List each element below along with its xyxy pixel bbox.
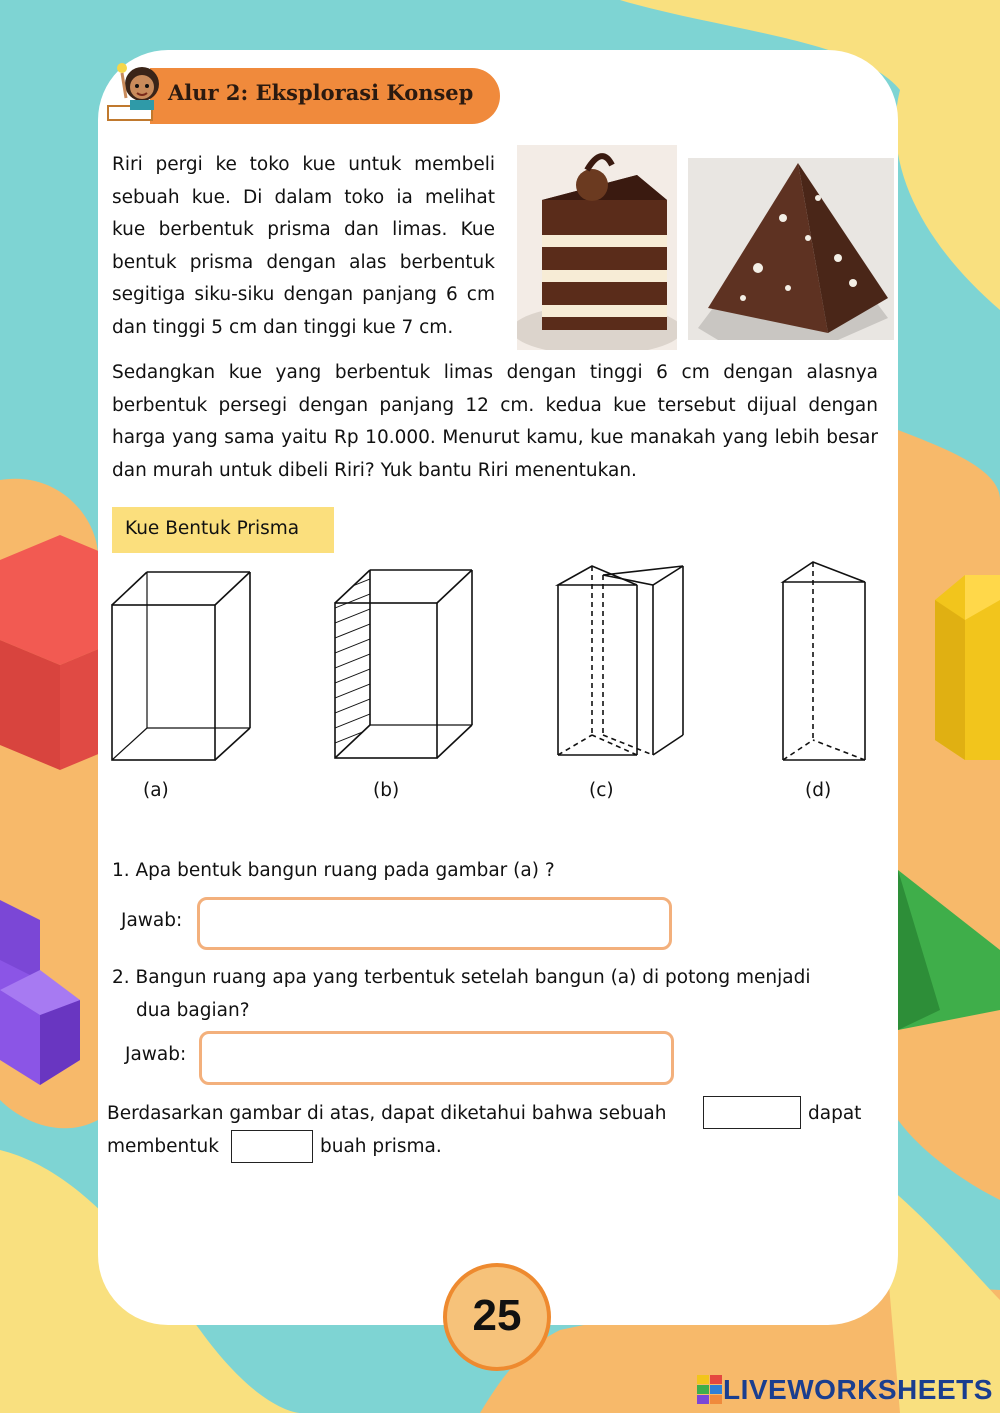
figure-label-c: (c) [589, 780, 614, 801]
figure-b-cut-prism [330, 560, 472, 775]
conclusion-text-1: Berdasarkan gambar di atas, dapat diketahui bahwa sebuah [107, 1103, 667, 1124]
figure-c-split-prisms [558, 566, 683, 755]
figure-label-b: (b) [373, 780, 400, 801]
conclusion-blank-1[interactable] [703, 1096, 801, 1129]
conclusion-blank-2[interactable] [231, 1130, 313, 1163]
question-2-line2: dua bagian? [136, 1000, 250, 1021]
liveworksheets-watermark [697, 1374, 993, 1406]
question-2-line1: 2. Bangun ruang apa yang terbentuk setelah bangun (a) di potong menjadi [112, 967, 811, 988]
figure-d-triangular-prism [783, 562, 865, 760]
page-number-badge [443, 1263, 551, 1371]
figure-label-a: (a) [143, 780, 169, 801]
girl-mascot-icon [102, 58, 174, 130]
question-1: 1. Apa bentuk bangun ruang pada gambar (a) ? [112, 860, 555, 881]
section-label-text: Kue Bentuk Prisma [125, 518, 300, 539]
answer-label-2: Jawab: [125, 1044, 187, 1065]
prism-figures [100, 560, 880, 775]
intro-paragraph: Riri pergi ke toko kue untuk membeli sebuah kue. Di dalam toko ia melihat kue berbentuk prisma dan limas. Kue bentuk prisma dengan alas berbentuk segitiga siku-siku dengan panjang 6 cm dan tinggi 5 cm dan tinggi kue 7 cm. [112, 154, 495, 338]
answer-field-2[interactable] [199, 1031, 674, 1085]
pyramid-cake-photo [688, 158, 894, 340]
watermark-text: LIVEWORKSHEETS [723, 1374, 993, 1405]
story-paragraph: Sedangkan kue yang berbentuk limas dengan tinggi 6 cm dengan alasnya berbentuk persegi dengan panjang 12 cm. kedua kue tersebut dijual dengan harga yang sama yaitu Rp 10.000. Menurut kamu, kue manakah yang lebih besar dan murah untuk dibeli Riri? Yuk bantu Riri menentukan. [112, 362, 878, 481]
conclusion-text-2: dapat [808, 1103, 862, 1124]
figure-a-rectangular-prism [112, 572, 250, 760]
section-label-box [112, 507, 334, 553]
answer-field-1[interactable] [197, 897, 672, 950]
layer-cake-photo [517, 145, 677, 350]
page-number: 25 [472, 1291, 522, 1340]
figure-label-d: (d) [805, 780, 832, 801]
section-heading: Alur 2: Eksplorasi Konsep [168, 80, 474, 105]
answer-label-1: Jawab: [121, 910, 183, 931]
liveworksheets-logo-icon [697, 1375, 723, 1405]
conclusion-text-3: membentuk [107, 1136, 219, 1157]
conclusion-text-4: buah prisma. [320, 1136, 442, 1157]
